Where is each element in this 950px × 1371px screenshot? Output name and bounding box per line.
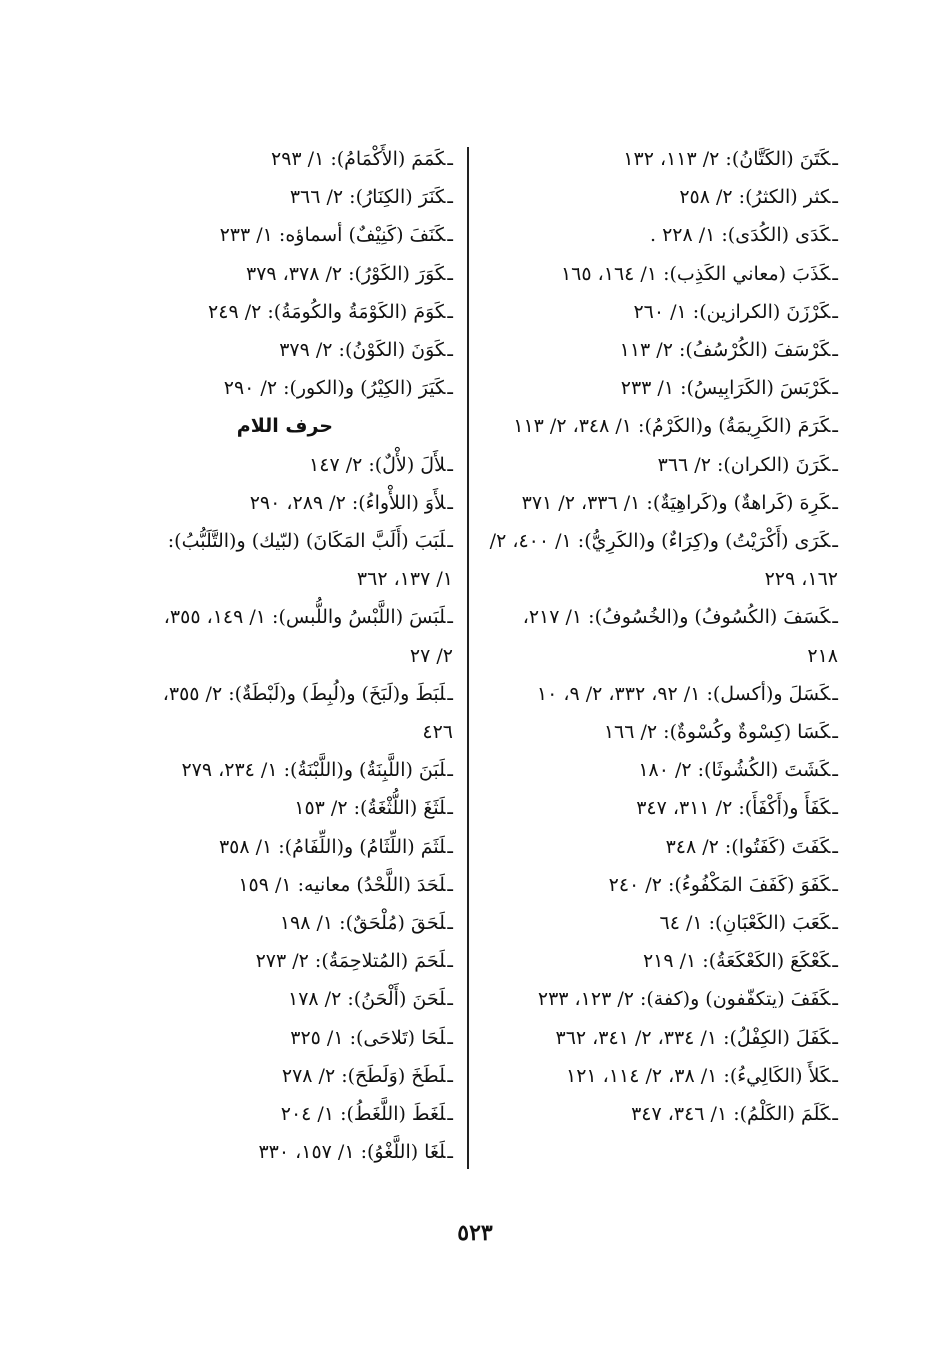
index-entry: ـلَحَدَ (اللَّحْدُ) معانيه: ١/ ١٥٩ [238, 873, 453, 896]
index-entry: ـلَغَطَ (اللَّغَطُ): ١/ ٢٠٤ [280, 1103, 453, 1126]
index-entry: ـكَتَنَ (الكَتَّانُ): ٢/ ١١٣، ١٣٢ [623, 148, 838, 170]
index-entry: ـلَثَمَ (اللِّثَامُ) و(اللِّفَامُ): ١/ ٣٥٨ [218, 835, 453, 858]
index-column-right [488, 140, 838, 1133]
index-entry: ـكَعْكَعَ (الكَعْكَعَةُ): ١/ ٢١٩ [642, 950, 838, 973]
index-entry: ـلَبَنَ (اللَّبِنَةُ) و(اللَّبْنَةُ): ١/ ٢٣٤، ٢٧٩ [181, 759, 453, 782]
index-entry: ـكَلَمَ (الكَلْمُ): ١/ ٣٤٦، ٣٤٧ [631, 1103, 838, 1126]
index-entry: ـلَحَقَ (مُلْحَقٌ): ١/ ١٩٨ [279, 912, 453, 935]
index-entry: ـكثر (الكثرُ): ٢/ ٢٥٨ [679, 186, 838, 209]
page-number: ٥٢٣ [457, 1220, 493, 1246]
index-entry: ـكَسَفَ (الكُسُوفُ) و(الخُسُوفُ): ١/ ٢١٧، ٢١٨ [522, 606, 838, 667]
index-entry: ـكَوَرَ (الكَوْرُ): ٢/ ٣٧٨، ٣٧٩ [245, 262, 453, 285]
index-entry: ـلَحَمَ (المُتلاحِمَةُ): ٢/ ٢٧٣ [255, 950, 453, 973]
index-entry: ـكَرَى (أَكْرَيْتُ) و(كِرَاءٌ) و(الكَرِيُّ): ١/ ٤٠٠، ٢/ ١٦٢، ٢٢٩ [489, 530, 838, 591]
index-entry: ـكَفَلَ (الكِفْلُ): ١/ ٣٣٤، ٢/ ٣٤١، ٣٦٢ [555, 1026, 838, 1049]
index-entry: ـكَفَأَ و(أَكْفَأَ): ٢/ ٣١١، ٣٤٧ [636, 797, 838, 820]
index-entry: ـلَحَا (تَلاحَى): ١/ ٣٢٥ [290, 1026, 453, 1049]
index-entry: ـكَرْسَفَ (الكُرْسُفُ): ٢/ ١١٣ [619, 339, 838, 362]
index-entry: ـكَسَا (كِسْوةٌ وكُسْوةٌ): ٢/ ١٦٦ [603, 721, 838, 744]
index-entry: ـكَدَى (الكُدَى): ١/ ٢٢٨ . [649, 224, 838, 247]
index-entry: ـكَوَنَ (الكَوْنُ): ٢/ ٣٧٩ [279, 339, 453, 362]
index-entry: ـكَسَلَ و(أكسل): ١/ ٩٢، ٣٣٢، ٢/ ٩، ١٠ [536, 682, 838, 705]
index-entry: ـكَرِهَ (كَراهةٌ) و(كَراهِيَةٌ): ١/ ٣٣٦، ٢/ ٣٧١ [521, 491, 838, 514]
index-entry: ـكَعَبَ (الكَعْبَانِ): ١/ ٦٤ [659, 912, 838, 935]
index-entry: ـكَرَمَ (الكَرِيمَةُ) و(الكَرْمُ): ١/ ٣٤٨، ٢/ ١١٣ [513, 415, 838, 438]
index-entry: ـلأَوَ (اللأْواءُ): ٢/ ٢٨٩، ٢٩٠ [249, 491, 453, 514]
index-entry: ـكَرْبَسَ (الكَرَابِيسُ): ١/ ٢٣٣ [620, 377, 838, 400]
index-entry: ـلَبَبَ (أَلَبَّ المَكَانَ) (لبّيك) و(التَّلَبُّبُ): ١/ ١٣٧، ٣٦٢ [167, 530, 453, 591]
index-entry: ـكَرْزَنَ (الكرازين): ١/ ٢٦٠ [633, 300, 838, 323]
index-entry: ـلأَلَ (لأْلٌ): ٢/ ١٤٧ [309, 453, 453, 476]
index-entry: ـكَذَبَ (معاني الكَذِب): ١/ ١٦٤، ١٦٥ [560, 262, 838, 285]
index-entry: ـكَشَتَ (الكُشُوثَا): ٢/ ١٨٠ [638, 759, 838, 782]
index-entry: ـكَيَرَ (الكِيْرُ) و(الكور): ٢/ ٢٩٠ [223, 377, 453, 400]
section-heading-lam: حرف اللام [236, 415, 333, 438]
index-column-left [158, 140, 453, 1171]
index-entry: ـكَمَمَ (الأَكْمَامُ): ١/ ٢٩٣ [271, 148, 453, 170]
index-entry: ـكَنَفَ (كَنِيْفٌ) أسماؤه: ١/ ٢٣٣ [219, 224, 453, 247]
index-entry: ـلَبَسَ (اللَّبْسُ واللُّبس): ١/ ١٤٩، ٣٥٥، ٢/ ٢٧ [163, 606, 453, 667]
index-entry: ـكَرَنَ (الكران): ٢/ ٣٦٦ [657, 453, 838, 476]
index-entry: ـلَحَنَ (أَلْحَنُ): ٢/ ١٧٨ [288, 988, 453, 1011]
index-entry: ـكَلأَ (الكَالِيءُ): ١/ ٣٨، ٢/ ١١٤، ١٢١ [566, 1064, 838, 1087]
index-entry: ـكَنَرَ (الكِنَارُ): ٢/ ٣٦٦ [289, 186, 453, 209]
index-entry: ـكَفَوَ (كَفَفَ المَكْفُوءُ): ٢/ ٢٤٠ [608, 873, 838, 896]
index-entry: ـلَطَخَ (وَلَطَحَ): ٢/ ٢٧٨ [281, 1064, 453, 1087]
index-entry: ـلَثَغَ (اللُّثْغَةُ): ٢/ ١٥٣ [294, 797, 453, 820]
index-entry: ـكَوَمَ (الكَوْمَةُ والكُومَةُ): ٢/ ٢٤٩ [208, 300, 453, 323]
index-entry: ـلَغَا (اللَّغْوُ): ١/ ١٥٧، ٣٣٠ [258, 1141, 453, 1164]
index-entry: ـكَفَفَ (يتكفّفون) و(كفة): ٢/ ١٢٣، ٢٣٣ [537, 988, 838, 1011]
index-entry: ـكَفَتَ (كَفَتُوا): ٢/ ٣٤٨ [665, 835, 838, 858]
index-entry: ـلَبَطَ و(لَبَخَ) و(لُبِطَ) و(لَبْطَةٌ): ٢/ ٣٥٥، ٤٢٦ [162, 682, 453, 744]
column-divider [467, 147, 469, 1169]
